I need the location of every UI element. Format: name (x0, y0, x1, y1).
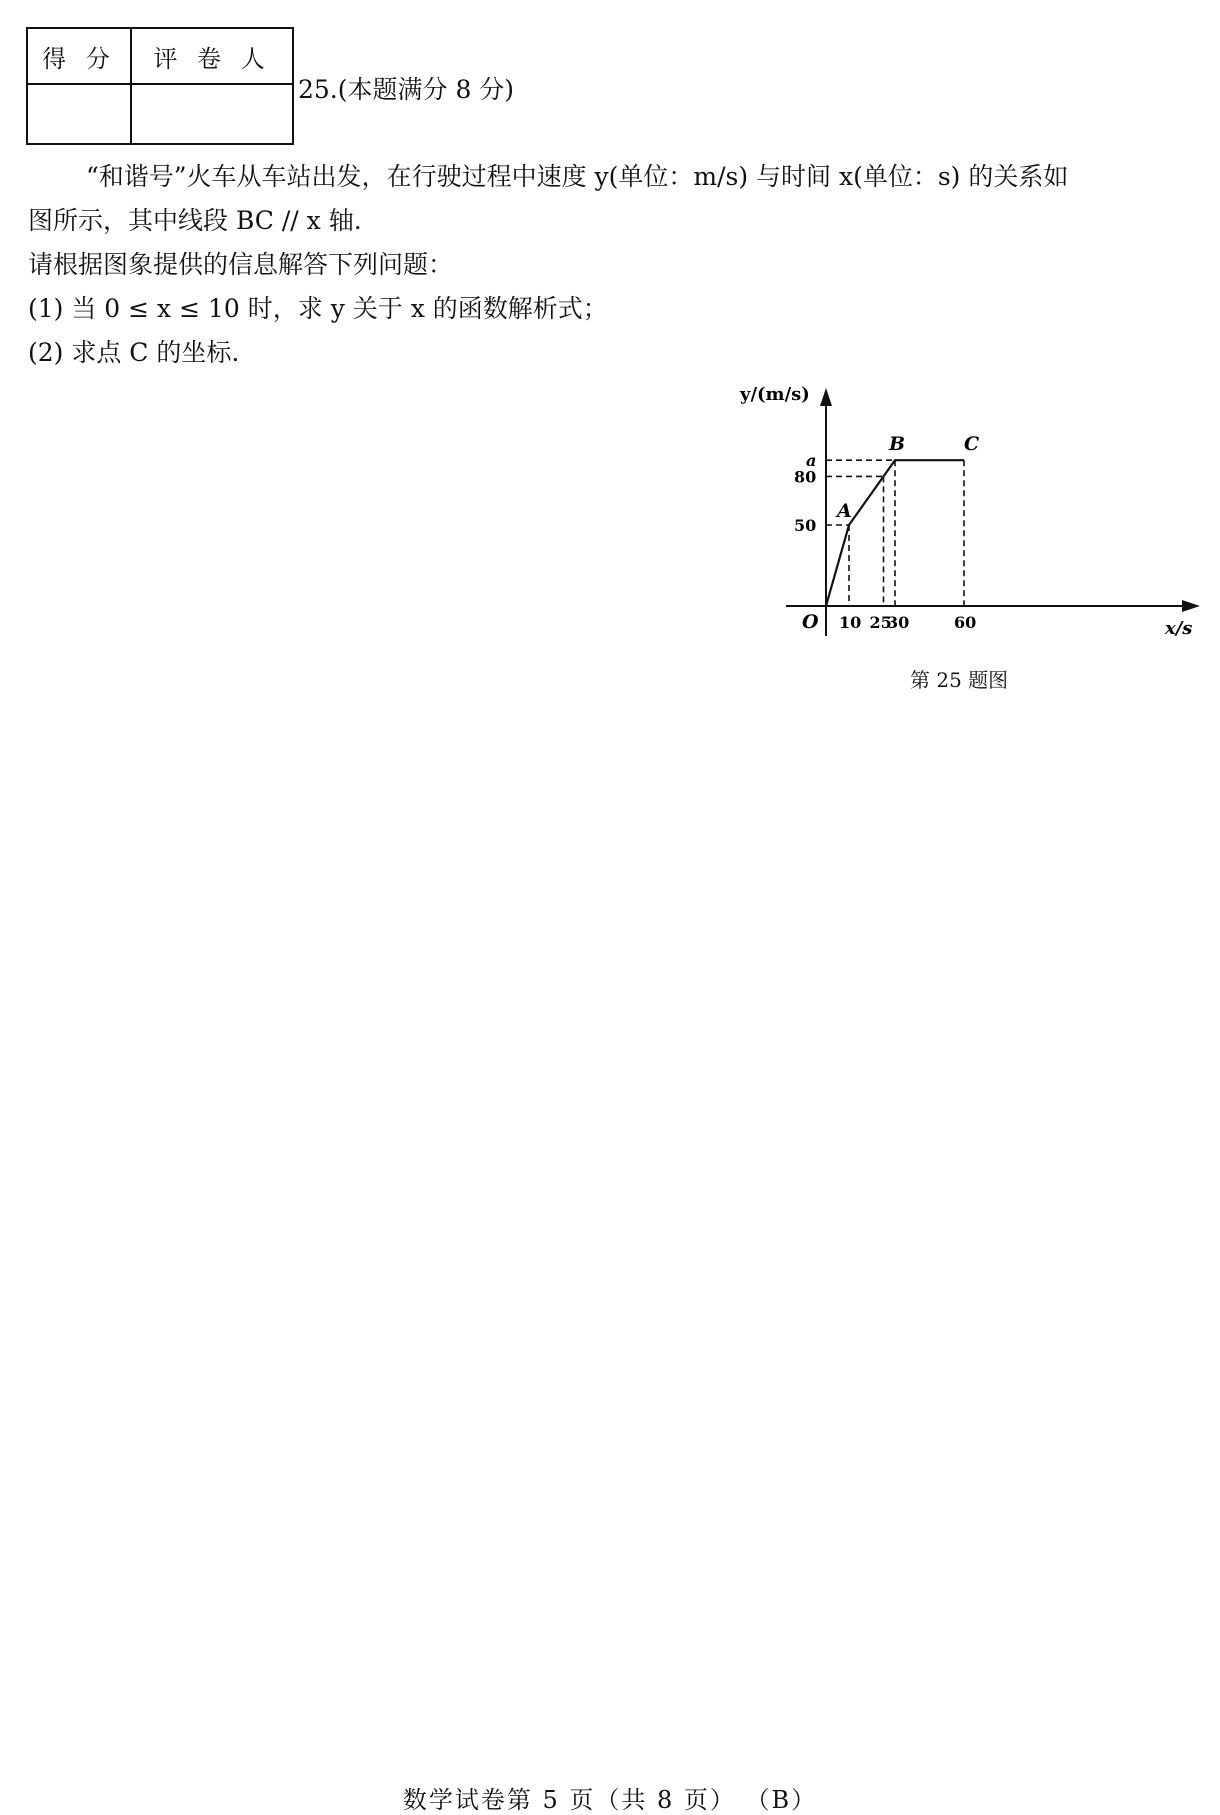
x-axis-arrow (1182, 600, 1200, 612)
question-line-2: 图所示，其中线段 BC // x 轴. (28, 206, 362, 235)
score-header: 得 分 (27, 28, 131, 84)
x-tick-label: 10 (839, 613, 862, 632)
x-tick-label: 25 (869, 613, 892, 632)
point-label-b: B (889, 433, 906, 456)
x-tick-label: 30 (887, 613, 910, 632)
x-tick-label: 60 (954, 613, 977, 632)
y-axis-label: y/(m/s) (740, 384, 810, 405)
question-title: 25.(本题满分 8 分) (298, 75, 515, 104)
score-table (26, 27, 294, 145)
y-tick-label: 80 (794, 467, 817, 487)
question-line-3: 请根据图象提供的信息解答下列问题： (28, 250, 454, 279)
y-tick-label: a (806, 451, 817, 471)
page-footer: 数学试卷第 5 页（共 8 页） （B） (402, 1786, 818, 1814)
point-label-c: C (964, 433, 980, 456)
origin-label: O (802, 611, 819, 633)
y-axis-arrow (820, 388, 832, 406)
speed-time-chart (730, 380, 1210, 660)
figure-caption: 第 25 题图 (910, 668, 1009, 692)
question-part-2: (2) 求点 C 的坐标. (28, 338, 240, 367)
question-part-1: (1) 当 0 ≤ x ≤ 10 时，求 y 关于 x 的函数解析式； (28, 294, 608, 323)
point-label-a: A (837, 500, 852, 522)
grader-header: 评 卷 人 (131, 28, 293, 84)
score-cell[interactable] (27, 84, 131, 144)
question-line-1: “和谐号”火车从车站出发，在行驶过程中速度 y(单位：m/s) 与时间 x(单位：s) 的关系如 (86, 162, 1069, 191)
y-tick-label: 50 (794, 516, 817, 535)
grader-cell[interactable] (131, 84, 293, 144)
x-axis-label: x/s (1165, 618, 1193, 639)
